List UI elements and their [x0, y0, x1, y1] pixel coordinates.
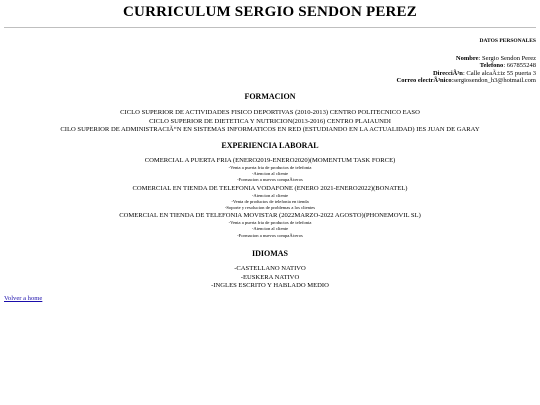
formacion-item: CICLO SUPERIOR DE ACTIVIDADES FISICO DEPORTIVAS (2010-2013) CENTRO POLITECNICO EASO: [120, 109, 420, 116]
formacion-list: [0, 109, 540, 135]
job-task: -Atencion al cliente: [251, 226, 289, 232]
job-task: -Venta de productos de telefonia en tienda: [231, 198, 309, 204]
job-task: -Venta a puerta fria de productos de telefonia: [228, 220, 312, 226]
idiomas-list: [0, 265, 540, 291]
idioma-item: -CASTELLANO NATIVO: [234, 265, 306, 272]
job-task: -Soporte y resolucion de problemas a los clientes: [224, 205, 316, 211]
email-label: Correo electrÃ³nico: [396, 77, 452, 85]
job-task: -Atencion al cliente: [251, 192, 289, 198]
name-row: [397, 55, 536, 63]
personal-data: [397, 38, 536, 85]
phone-row: [397, 62, 536, 70]
idioma-item: -INGLES ESCRITO Y HABLADO MEDIO: [211, 282, 329, 289]
email-value: :sergiosendon_h3@hotmail.com: [451, 77, 536, 85]
email-row: [397, 77, 536, 85]
job-title: COMERCIAL EN TIENDA DE TELEFONIA MOVISTAR (2022MARZO-2022 AGOSTO)(PHONEMOVIL SL): [119, 212, 421, 220]
address-value: : Calle alcaÃ±iz 55 puerta 3: [462, 69, 536, 77]
formacion-heading: FORMACION: [244, 92, 296, 101]
name-label: Nombre: [455, 54, 479, 62]
job-title: COMERCIAL A PUERTA FRIA (ENERO2019-ENERO2020)(MOMENTUM TASK FORCE): [144, 157, 396, 164]
job-task: -Formacion a nuevos compaÃ±eros: [237, 177, 303, 183]
experiencia-list: [0, 156, 540, 239]
job-task: -Atencion al cliente: [251, 171, 289, 177]
job-task: -Venta a puerta fria de productos de telefonia: [228, 165, 312, 170]
idiomas-heading: IDIOMAS: [251, 249, 288, 258]
personal-data-heading: DATOS PERSONALES: [479, 38, 536, 44]
job-task: -Formacion a nuevos compaÃ±eros: [237, 232, 303, 238]
formacion-item: CICLO SUPERIOR DE DIETETICA Y NUTRICION(2013-2016) CENTRO PLAIAUNDI: [149, 117, 391, 125]
idioma-item: -EUSKERA NATIVO: [240, 273, 300, 281]
name-value: : Sergio Sendon Perez: [478, 54, 536, 62]
formacion-item: CILO SUPERIOR DE ADMINISTRACIÃ“N EN SISTEMAS INFORMATICOS EN RED (ESTUDIANDO EN LA ACTUALIDAD) IES JUAN DE GARAY: [60, 126, 480, 133]
address-label: DirecciÃ³n: [432, 69, 463, 77]
experiencia-heading: EXPERIENCIA LABORAL: [221, 141, 319, 150]
phone-value: : 667855248: [503, 62, 536, 70]
back-home-link[interactable]: Volver a home: [4, 295, 43, 302]
page-title: CURRICULUM SERGIO SENDON PEREZ: [123, 4, 417, 20]
phone-label: Telefono: [479, 62, 504, 70]
horizontal-rule: [4, 27, 536, 28]
job-title: COMERCIAL EN TIENDA DE TELEFONIA VODAFONE (ENERO 2021-ENERO2022)(BONATEL): [132, 184, 408, 192]
